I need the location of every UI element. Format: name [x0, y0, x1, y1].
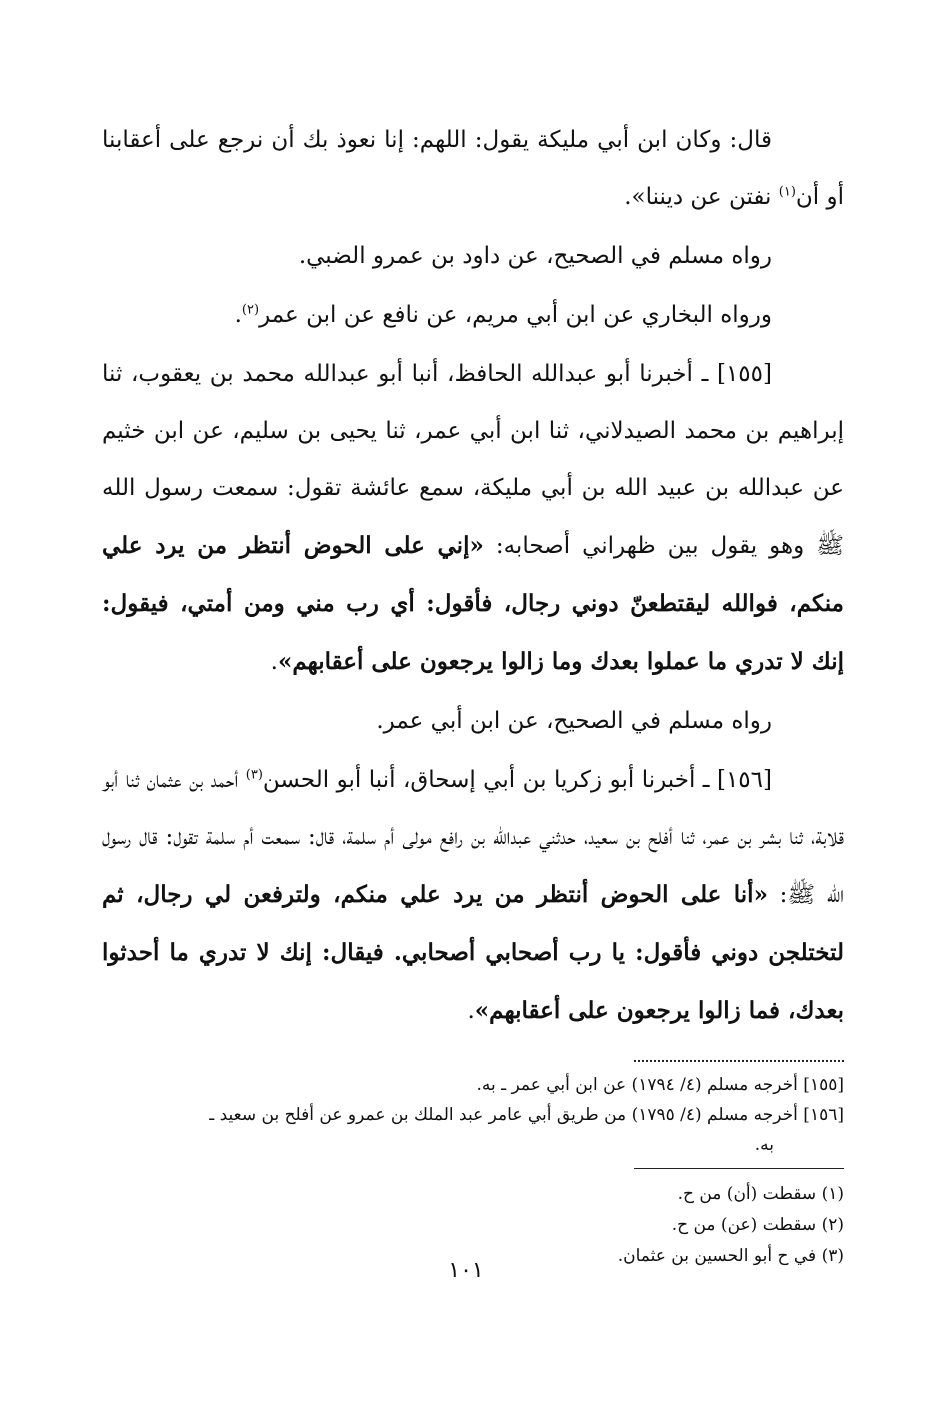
hadith-156-chain-1: [١٥٦] ـ أخبرنا أبو زكريا بن أبي إسحاق، أنبا أبو الحسن — [262, 767, 772, 793]
source-155: [١٥٥] أخرجه مسلم (٤/ ١٧٩٤) عن ابن أبي عمر ـ به. — [476, 1075, 844, 1095]
hadith-156-text: «أنا على الحوض أنتظر من يرد علي منكم، ولترفعن لي رجال، ثم لتختلجن دوني فأقول: يا رب أصحابي أصحابي. فيقال: إنك لا تدري ما أحدثوا بعدك، فما زالوا يرجعون على أعقابهم» — [102, 881, 844, 1024]
footnote-3: (٣) في ح أبو الحسين بن عثمان. — [617, 1246, 844, 1266]
paragraph-1-text: قال: وكان ابن أبي مليكة يقول: اللهم: إنا نعوذ بك أن نرجع على أعقابنا أو أن — [102, 127, 844, 210]
footnotes-separator — [634, 1168, 844, 1169]
paragraph-1-end: نفتن عن ديننا». — [624, 184, 779, 210]
paragraph-3 — [102, 287, 844, 344]
source-156: [١٥٦] أخرجه مسلم (٤/ ١٧٩٥) من طريق أبي عامر عبد الملك بن عمرو عن أفلح بن سعيد ـ — [209, 1105, 844, 1125]
sources-separator — [634, 1060, 844, 1062]
paragraph-1 — [102, 112, 844, 226]
hadith-156-end: . — [467, 998, 475, 1024]
hadith-156 — [102, 752, 844, 1040]
page-number: ١٠١ — [448, 1258, 484, 1283]
hadith-155-text: «إني على الحوض أنتظر من يرد علي منكم، فوالله ليقتطعنّ دوني رجال، فأقول: أي رب مني ومن أمتي، فيقول: إنك لا تدري ما عملوا بعدك وما زالوا يرجعون على أعقابهم» — [102, 532, 844, 675]
hadith-155-end: . — [270, 649, 278, 675]
paragraph-2: رواه مسلم في الصحيح، عن داود بن عمرو الضبي. — [298, 243, 772, 269]
source-156-continued: به. — [754, 1135, 774, 1155]
footnote-2: (٢) سقطت (عن) من ح. — [671, 1215, 844, 1235]
sources-block — [102, 1070, 844, 1160]
hadith-155-chain: [١٥٥] ـ أخبرنا أبو عبدالله الحافظ، أنبا أبو عبدالله محمد بن يعقوب، ثنا إبراهيم بن محمد الصيدلاني، ثنا ابن أبي عمر، ثنا يحيى بن سليم، عن ابن خثيم عن عبدالله بن عبيد الله بن أبي مليكة، سمع عائشة تقول: سمعت رسول الله ﷺ وهو يقول بين ظهراني أصحابه: — [102, 361, 844, 559]
paragraph-3-end: . — [234, 302, 242, 328]
footnote-ref-1: (١) — [778, 184, 796, 200]
footnote-ref-2: (٢) — [241, 302, 260, 318]
paragraph-3-text: ورواه البخاري عن ابن أبي مريم، عن نافع عن ابن عمر — [259, 302, 772, 328]
hadith-156-chain-2: أحمد بن عثمان ثنا أبو قلابة، ثنا بشر بن عمر، ثنا أفلح بن سعيد، حدثني عبدالله بن رافع مولى أم سلمة، قال: سمعت أم سلمة تقول: قال رسول الله ﷺ: — [102, 767, 845, 908]
footnote-ref-3: (٣) — [245, 767, 263, 783]
paragraph-5: رواه مسلم في الصحيح، عن ابن أبي عمر. — [376, 708, 772, 734]
footnote-1: (١) سقطت (أن) من ح. — [677, 1184, 844, 1204]
hadith-155 — [102, 346, 844, 691]
main-text — [102, 112, 844, 1040]
